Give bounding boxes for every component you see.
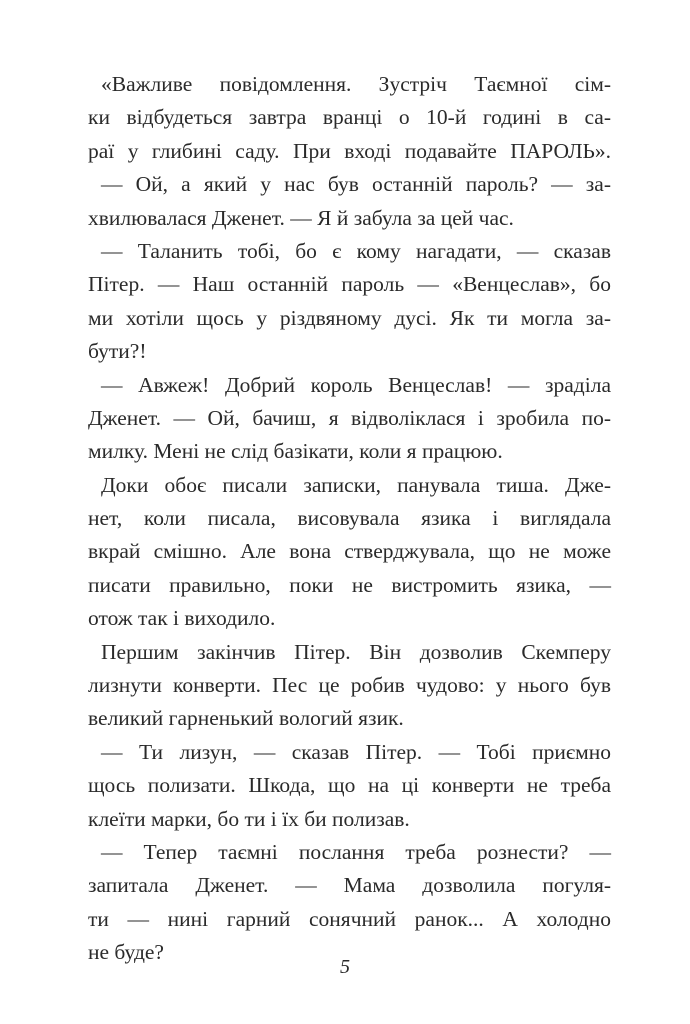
paragraph-8: [88, 836, 611, 970]
text-line: бути?!: [88, 339, 147, 364]
text-line: щось полизати. Шкода, що на ці конверти не треба: [88, 773, 611, 798]
text-line: милку. Мені не слід базікати, коли я працюю.: [88, 439, 503, 464]
text-line: Пітер. — Наш останній пароль — «Венцеслав», бо: [88, 272, 611, 297]
paragraph-7: [88, 736, 611, 836]
text-line: великий гарненький вологий язик.: [88, 706, 404, 731]
text-line: — Авжеж! Добрий король Венцеслав! — зраділа: [101, 372, 611, 397]
paragraph-6: [88, 636, 611, 736]
paragraph-4: [88, 369, 611, 469]
text-line: Доки обоє писали записки, панувала тиша. Дже-: [101, 472, 611, 497]
text-line: ки відбудеться завтра вранці о 10-й годині в са-: [88, 105, 611, 130]
text-line: — Таланить тобі, бо є кому нагадати, — сказав: [101, 238, 611, 263]
text-line: не буде?: [88, 940, 164, 965]
text-line: — Ти лизун, — сказав Пітер. — Тобі приємно: [101, 739, 611, 764]
page-number: 5: [340, 956, 350, 978]
text-line: «Важливе повідомлення. Зустріч Таємної сім-: [101, 72, 611, 96]
text-line: раї у глибині саду. При вході подавайте ПАРОЛЬ».: [88, 138, 611, 163]
text-line: отож так і виходило.: [88, 606, 276, 631]
paragraph-5: [88, 469, 611, 636]
text-line: — Ой, а який у нас був останній пароль? — за-: [101, 172, 611, 197]
text-line: Першим закінчив Пітер. Він дозволив Скемперу: [101, 639, 611, 664]
paragraph-1: [88, 68, 611, 168]
text-line: ти — нині гарний сонячний ранок... А холодно: [88, 906, 611, 931]
text-line: клеїти марки, бо ти і їх би полизав.: [88, 806, 410, 831]
paragraph-2: [88, 168, 611, 235]
text-line: писати правильно, поки не вистромить язика, —: [88, 572, 611, 597]
page-body: [88, 68, 611, 970]
text-line: вкрай смішно. Але вона стверджувала, що не може: [88, 539, 611, 564]
text-line: ми хотіли щось у різдвяному дусі. Як ти могла за-: [88, 305, 611, 330]
text-line: — Тепер таємні послання треба рознести? —: [101, 839, 611, 864]
text-line: нет, коли писала, висовувала язика і виглядала: [88, 506, 611, 531]
paragraph-3: [88, 235, 611, 369]
text-line: хвилювалася Дженет. — Я й забула за цей час.: [88, 205, 514, 230]
text-line: запитала Дженет. — Мама дозволила погуля-: [88, 873, 611, 898]
text-line: Дженет. — Ой, бачиш, я відволіклася і зробила по-: [88, 405, 611, 430]
text-line: лизнути конверти. Пес це робив чудово: у нього був: [88, 673, 611, 698]
